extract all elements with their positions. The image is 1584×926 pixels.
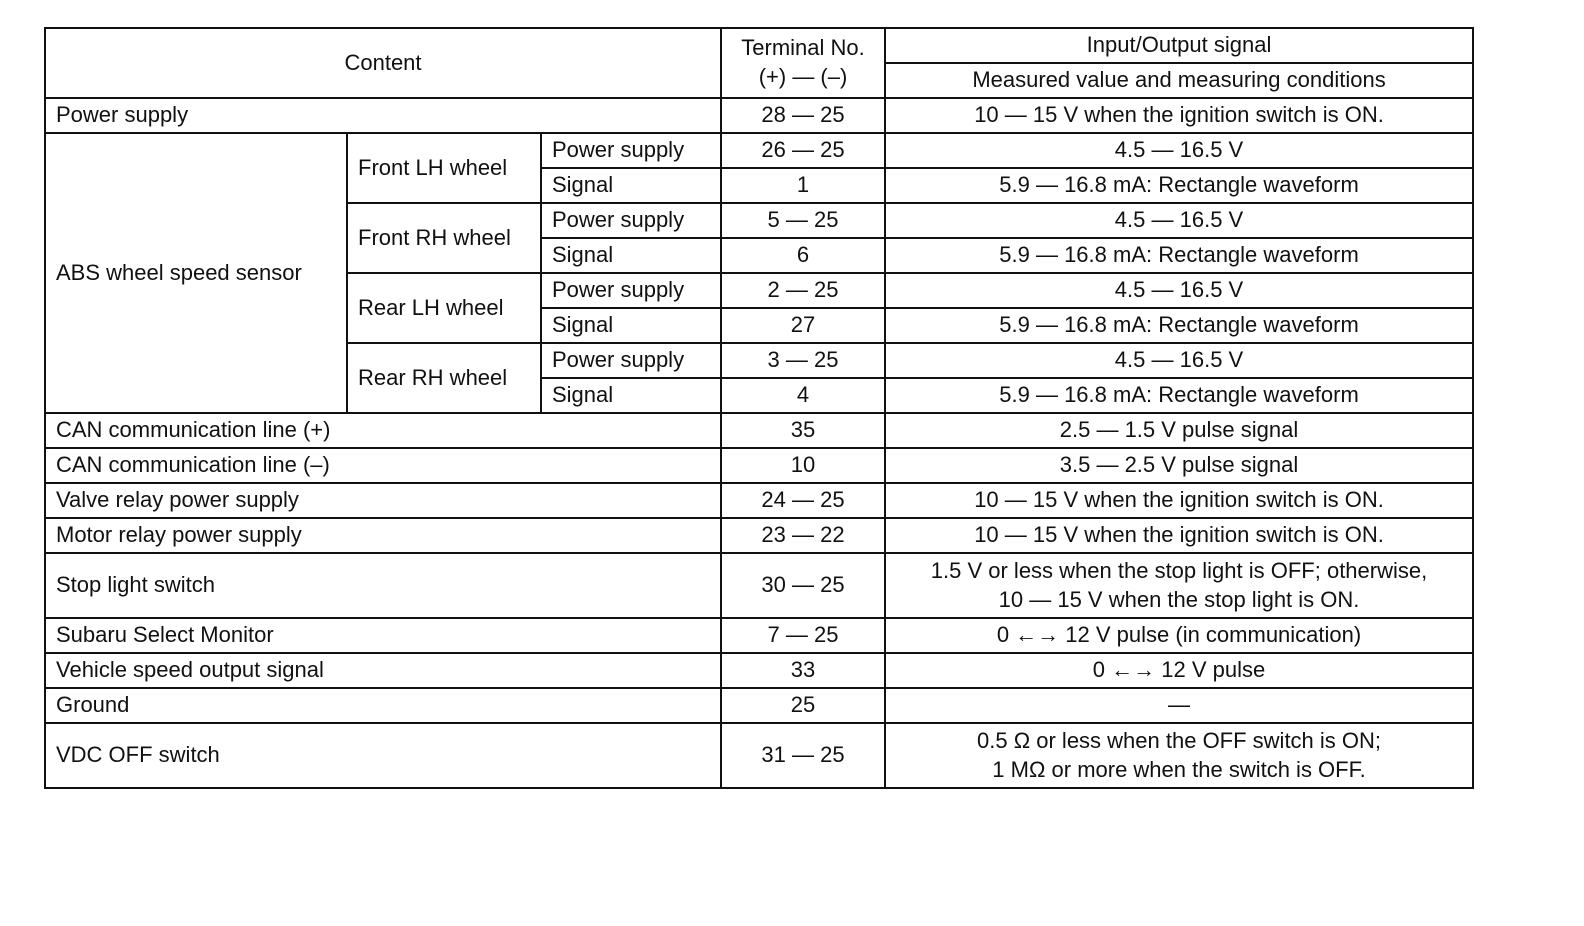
row-terminal: 10: [721, 448, 885, 483]
header-terminal-line2: (+) — (–): [758, 64, 848, 89]
table-row: [45, 688, 1473, 723]
row-terminal: 2 — 25: [721, 273, 885, 308]
row-value: 10 — 15 V when the ignition switch is ON.: [885, 483, 1473, 518]
wheel-name: Front RH wheel: [347, 203, 541, 273]
row-value: 3.5 — 2.5 V pulse signal: [885, 448, 1473, 483]
wheel-name: Rear RH wheel: [347, 343, 541, 413]
row-value: 5.9 — 16.8 mA: Rectangle waveform: [885, 308, 1473, 343]
row-terminal: 33: [721, 653, 885, 688]
row-terminal: 7 — 25: [721, 618, 885, 653]
row-label: Vehicle speed output signal: [45, 653, 721, 688]
row-value-line2: 1 MΩ or more when the switch is OFF.: [992, 756, 1366, 782]
row-terminal: 27: [721, 308, 885, 343]
row-label: Motor relay power supply: [45, 518, 721, 553]
row-label: Subaru Select Monitor: [45, 618, 721, 653]
table-row: [45, 448, 1473, 483]
row-label: CAN communication line (+): [45, 413, 721, 448]
row-value: 10 — 15 V when the ignition switch is ON.: [885, 98, 1473, 133]
table-row: [45, 723, 1473, 788]
row-terminal: 31 — 25: [721, 723, 885, 788]
wheel-item: Signal: [541, 378, 721, 413]
table-row: [45, 483, 1473, 518]
row-value: 4.5 — 16.5 V: [885, 203, 1473, 238]
table-row: [45, 133, 1473, 168]
row-value-line2: 10 — 15 V when the stop light is ON.: [998, 586, 1360, 612]
row-label: Ground: [45, 688, 721, 723]
row-value: 4.5 — 16.5 V: [885, 273, 1473, 308]
row-label: Power supply: [45, 98, 721, 133]
header-io-signal: Input/Output signal: [885, 28, 1473, 63]
row-terminal: 35: [721, 413, 885, 448]
header-terminal-line1: Terminal No.: [741, 35, 865, 61]
row-label: Stop light switch: [45, 553, 721, 618]
row-value: [885, 723, 1473, 788]
header-measured: Measured value and measuring conditions: [885, 63, 1473, 98]
table-row: [45, 553, 1473, 618]
row-value: 5.9 — 16.8 mA: Rectangle waveform: [885, 168, 1473, 203]
row-value: [885, 553, 1473, 618]
row-value: 4.5 — 16.5 V: [885, 133, 1473, 168]
row-value-line1: 0.5 Ω or less when the OFF switch is ON;: [977, 727, 1382, 753]
row-value: 2.5 — 1.5 V pulse signal: [885, 413, 1473, 448]
row-label: CAN communication line (–): [45, 448, 721, 483]
wheel-item: Power supply: [541, 273, 721, 308]
row-value: 4.5 — 16.5 V: [885, 343, 1473, 378]
row-terminal: 26 — 25: [721, 133, 885, 168]
table-row: [45, 518, 1473, 553]
wheel-name: Front LH wheel: [347, 133, 541, 203]
wheel-name: Rear LH wheel: [347, 273, 541, 343]
row-label: Valve relay power supply: [45, 483, 721, 518]
header-content: Content: [45, 28, 721, 98]
row-label: VDC OFF switch: [45, 723, 721, 788]
abs-label: ABS wheel speed sensor: [45, 133, 347, 413]
row-value: 0 ←→ 12 V pulse: [885, 653, 1473, 688]
wheel-item: Power supply: [541, 343, 721, 378]
row-value: 10 — 15 V when the ignition switch is ON.: [885, 518, 1473, 553]
terminal-spec-table: [44, 27, 1474, 789]
table-row: [45, 98, 1473, 133]
row-terminal: 5 — 25: [721, 203, 885, 238]
table-row: [45, 618, 1473, 653]
row-value: 5.9 — 16.8 mA: Rectangle waveform: [885, 378, 1473, 413]
row-terminal: 3 — 25: [721, 343, 885, 378]
row-terminal: 25: [721, 688, 885, 723]
header-terminal: [721, 28, 885, 98]
row-terminal: 23 — 22: [721, 518, 885, 553]
table-row: [45, 413, 1473, 448]
row-terminal: 4: [721, 378, 885, 413]
row-terminal: 1: [721, 168, 885, 203]
wheel-item: Signal: [541, 308, 721, 343]
wheel-item: Power supply: [541, 203, 721, 238]
row-terminal: 6: [721, 238, 885, 273]
wheel-item: Signal: [541, 238, 721, 273]
wheel-item: Signal: [541, 168, 721, 203]
row-value: 5.9 — 16.8 mA: Rectangle waveform: [885, 238, 1473, 273]
row-value: 0 ←→ 12 V pulse (in communication): [885, 618, 1473, 653]
row-value: —: [885, 688, 1473, 723]
row-terminal: 24 — 25: [721, 483, 885, 518]
row-value-line1: 1.5 V or less when the stop light is OFF; otherwise,: [930, 557, 1428, 583]
table-row: [45, 653, 1473, 688]
header-row: [45, 28, 1473, 63]
wheel-item: Power supply: [541, 133, 721, 168]
row-terminal: 30 — 25: [721, 553, 885, 618]
row-terminal: 28 — 25: [721, 98, 885, 133]
